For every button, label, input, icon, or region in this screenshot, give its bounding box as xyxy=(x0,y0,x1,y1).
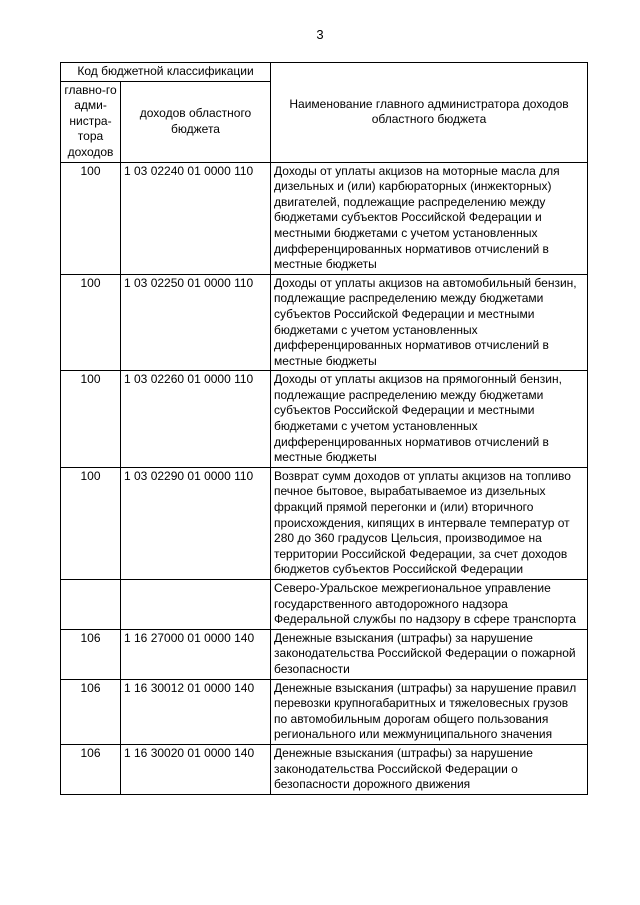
revenue-name-cell: Денежные взыскания (штрафы) за нарушение правил перевозки крупногабаритных и тяжеловесных грузов по автомобильным дорогам общего пользования регионального или межмуниципального значения xyxy=(271,679,588,744)
budget-classification-code-header: Код бюджетной классификации xyxy=(61,63,271,82)
revenue-name-cell: Возврат сумм доходов от уплаты акцизов на топливо печное бытовое, вырабатываемое из дизельных фракций прямой перегонки и (или) вторичного происхождения, кипящих в интервале температур от 280 до 360 градусов Цельсия, производимое на территории Российской Федерации, за счет доходов бюджетов субъектов Российской Федерации xyxy=(271,467,588,579)
administrator-name-header: Наименование главного администратора доходов областного бюджета xyxy=(271,63,588,163)
section-heading-row xyxy=(61,580,588,630)
page-number: 3 xyxy=(316,27,324,42)
revenue-code-cell: 1 16 27000 01 0000 140 xyxy=(121,629,271,679)
revenue-code-cell: 1 16 30012 01 0000 140 xyxy=(121,679,271,744)
main-administrator-header: главно-го адми-нистра-тора доходов xyxy=(61,81,121,162)
revenue-code-cell xyxy=(121,580,271,630)
admin-code-cell: 106 xyxy=(61,629,121,679)
table-row xyxy=(61,679,588,744)
revenue-code-cell: 1 03 02250 01 0000 110 xyxy=(121,274,271,371)
revenue-code-cell: 1 03 02290 01 0000 110 xyxy=(121,467,271,579)
admin-code-cell: 100 xyxy=(61,274,121,371)
table-row xyxy=(61,274,588,371)
revenue-code-cell: 1 03 02260 01 0000 110 xyxy=(121,371,271,468)
admin-code-cell: 106 xyxy=(61,744,121,794)
revenue-administrators-table xyxy=(60,62,588,795)
revenue-code-cell: 1 16 30020 01 0000 140 xyxy=(121,744,271,794)
revenue-name-cell: Доходы от уплаты акцизов на автомобильный бензин, подлежащие распределению между бюджетами субъектов Российской Федерации и местными бюджетами с учетом установленных дифференцированных нормативов отчислений в местные бюджеты xyxy=(271,274,588,371)
revenue-name-cell: Денежные взыскания (штрафы) за нарушение законодательства Российской Федерации о безопасности дорожного движения xyxy=(271,744,588,794)
table-row xyxy=(61,467,588,579)
table-row xyxy=(61,162,588,274)
revenue-name-cell: Доходы от уплаты акцизов на прямогонный бензин, подлежащие распределению между бюджетами субъектов Российской Федерации и местными бюджетами с учетом установленных дифференцированных нормативов отчислений в местные бюджеты xyxy=(271,371,588,468)
admin-code-cell xyxy=(61,580,121,630)
revenue-code-header: доходов областного бюджета xyxy=(121,81,271,162)
revenue-name-cell: Денежные взыскания (штрафы) за нарушение законодательства Российской Федерации о пожарной безопасности xyxy=(271,629,588,679)
header-row-1 xyxy=(61,63,588,82)
admin-code-cell: 100 xyxy=(61,467,121,579)
administrator-section-title: Северо-Уральское межрегиональное управление государственного автодорожного надзора Федеральной службы по надзору в сфере транспорта xyxy=(271,580,588,630)
admin-code-cell: 106 xyxy=(61,679,121,744)
revenue-name-cell: Доходы от уплаты акцизов на моторные масла для дизельных и (или) карбюраторных (инжекторных) двигателей, подлежащие распределению между бюджетами субъектов Российской Федерации и местными бюджетами с учетом установленных дифференцированных нормативов отчислений в местные бюджеты xyxy=(271,162,588,274)
admin-code-cell: 100 xyxy=(61,162,121,274)
table-row xyxy=(61,629,588,679)
table-row xyxy=(61,371,588,468)
revenue-code-cell: 1 03 02240 01 0000 110 xyxy=(121,162,271,274)
table-row xyxy=(61,744,588,794)
admin-code-cell: 100 xyxy=(61,371,121,468)
